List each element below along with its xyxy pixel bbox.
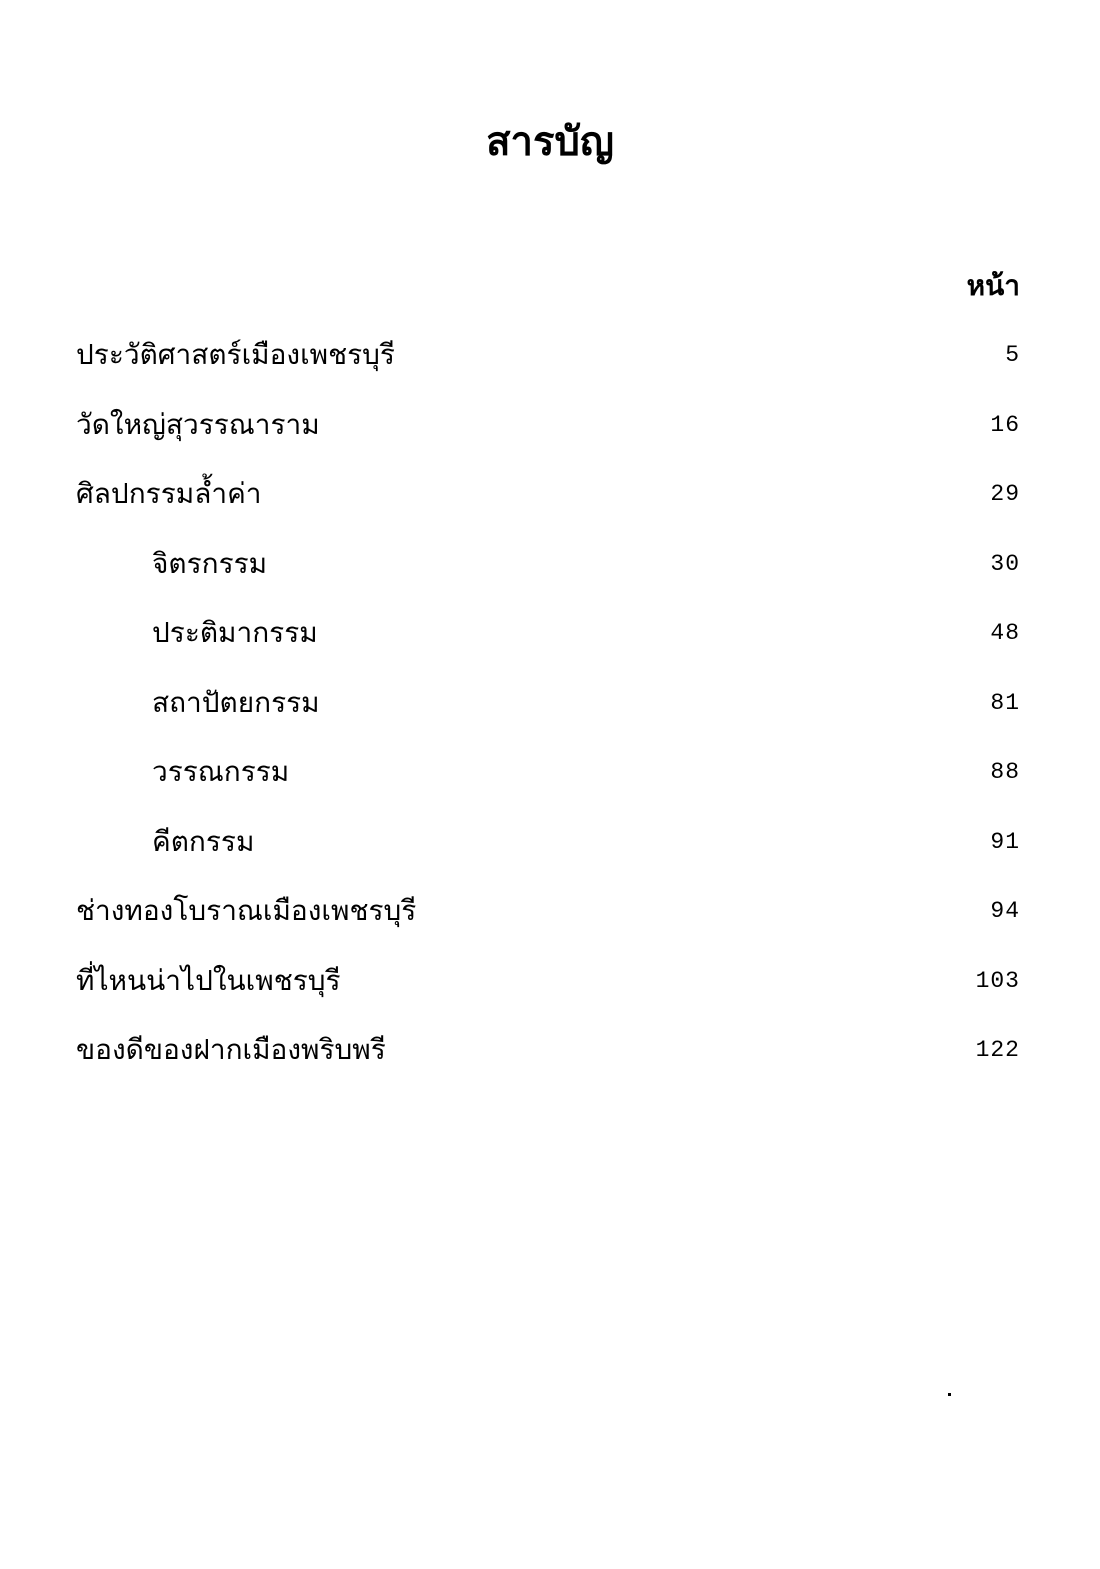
table-of-contents <box>76 333 1020 1098</box>
toc-entry <box>76 889 1020 959</box>
toc-subentry <box>76 681 1020 751</box>
toc-entry-page: 94 <box>990 898 1020 924</box>
toc-entry <box>76 959 1020 1029</box>
toc-subentry-title: คีตกรรม <box>152 824 255 858</box>
toc-subentry <box>76 820 1020 890</box>
toc-subentry <box>76 611 1020 681</box>
toc-subentry-page: 88 <box>990 759 1020 785</box>
page-column-header: หน้า <box>966 269 1020 302</box>
toc-subentry-title: ประติมากรรม <box>152 616 318 649</box>
toc-entry-title: ช่างทองโบราณเมืองเพชรบุรี <box>76 894 417 927</box>
scan-speck <box>948 1393 951 1396</box>
toc-subentry <box>76 750 1020 820</box>
toc-subentry-title: จิตรกรรม <box>152 546 268 580</box>
toc-entry-page: 122 <box>975 1037 1020 1063</box>
toc-entry-page: 29 <box>990 481 1020 507</box>
toc-subentry-page: 81 <box>990 689 1020 716</box>
toc-entry <box>76 333 1020 403</box>
toc-entry-page: 5 <box>1005 342 1020 368</box>
toc-entry-page: 16 <box>990 411 1020 438</box>
toc-subentry-page: 30 <box>990 550 1020 577</box>
toc-entry-title: ที่ไหนน่าไปในเพชรบุรี <box>76 963 341 997</box>
toc-entry-title: ศิลปกรรมล้ำค่า <box>76 477 262 510</box>
toc-entry <box>76 472 1020 542</box>
toc-subentry-page: 91 <box>990 828 1020 855</box>
toc-entry-title: ของดีของฝากเมืองพริบพรี <box>76 1033 386 1066</box>
toc-subentry <box>76 542 1020 612</box>
toc-subentry-title: วรรณกรรม <box>152 755 290 788</box>
toc-entry-title: วัดใหญ่สุวรรณาราม <box>76 407 320 441</box>
toc-entry-title: ประวัติศาสตร์เมืองเพชรบุรี <box>76 338 395 371</box>
page-title: สารบัญ <box>486 119 614 165</box>
toc-entry-page: 103 <box>975 967 1020 994</box>
toc-entry <box>76 1028 1020 1098</box>
toc-entry <box>76 403 1020 473</box>
toc-subentry-page: 48 <box>990 620 1020 646</box>
toc-subentry-title: สถาปัตยกรรม <box>152 685 320 719</box>
